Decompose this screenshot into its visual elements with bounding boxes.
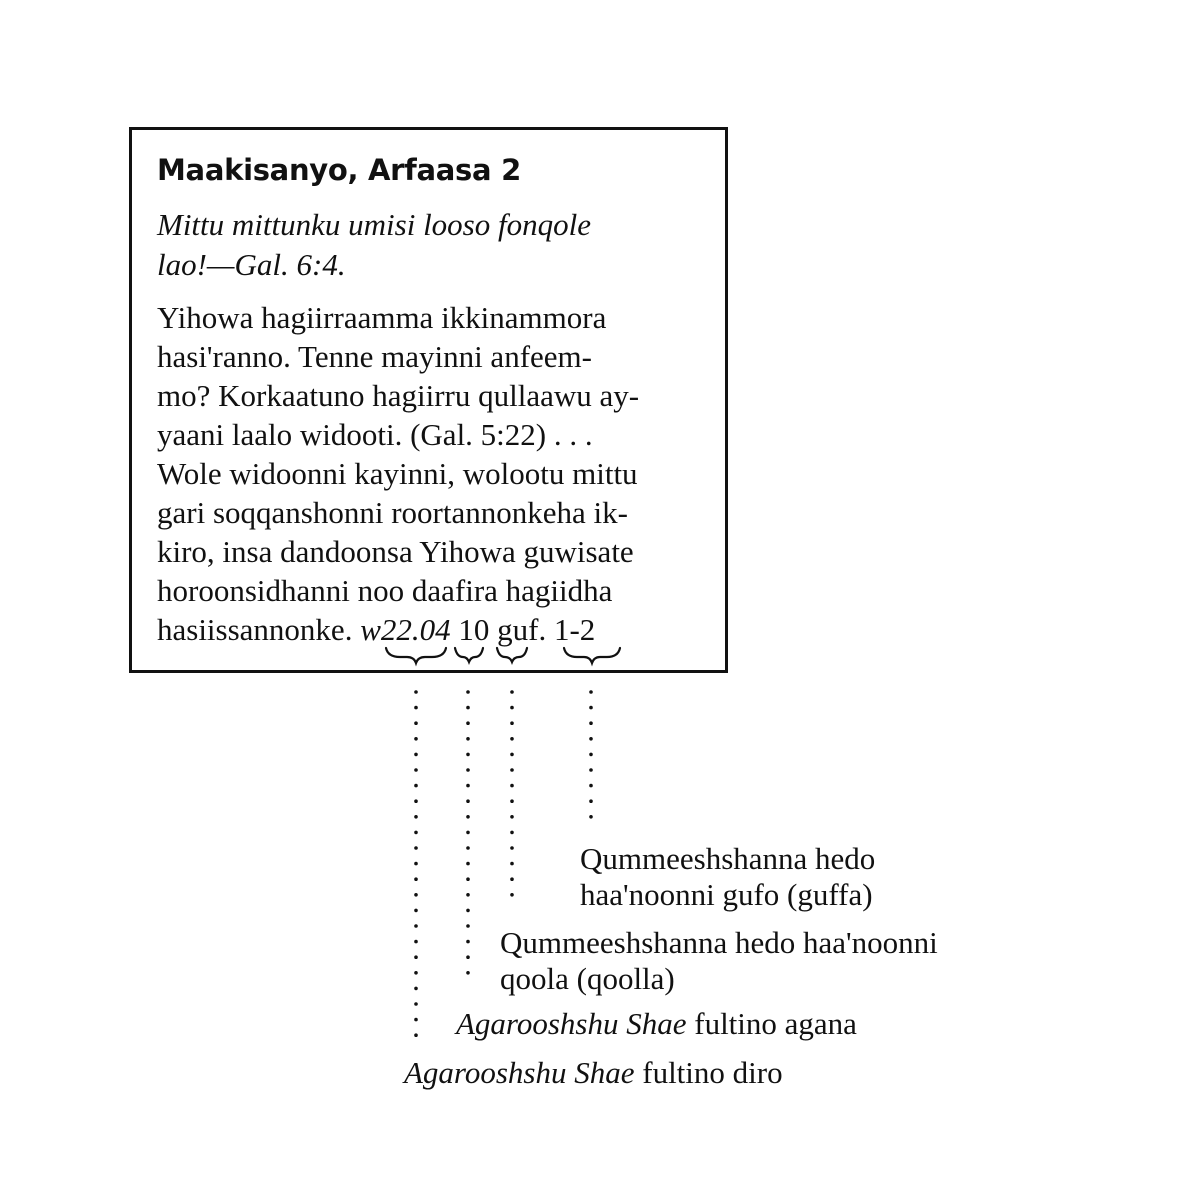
magazine-name: Agarooshshu Shae (404, 1055, 635, 1090)
magazine-name: Agarooshshu Shae (456, 1006, 687, 1041)
reference-publication: w22.04 (360, 612, 451, 647)
callout-issue-label: Agarooshshu Shae fultino agana (456, 1006, 857, 1041)
theme-scripture-line: Mittu mittunku umisi looso fonqole (157, 207, 591, 242)
comment-line: hasi'ranno. Tenne mayinni anfeem- (157, 339, 592, 374)
daily-text-heading: Maakisanyo, Arfaasa 2 (157, 153, 521, 187)
comment-line: gari soqqanshonni roortannonkeha ik- (157, 495, 628, 530)
theme-scripture-line: lao!—Gal. 6:4. (157, 247, 346, 282)
comment-line: horoonsidhanni noo daafira hagiidha (157, 573, 613, 608)
reference-paragraph-range: 1-2 (553, 612, 596, 647)
comment-line: Wole widoonni kayinni, wolootu mittu (157, 456, 638, 491)
reference-article: 10 (458, 612, 490, 647)
brace-issue (455, 648, 483, 662)
brace-page (497, 648, 527, 662)
comment-line: mo? Korkaatuno hagiirru qullaawu ay- (157, 378, 640, 413)
comment-line: Yihowa hagiirraamma ikkinammora (157, 300, 607, 335)
callout-paragraphs-label: Qummeeshshanna hedo haa'noonni gufo (guffa) (580, 841, 876, 912)
brace-paragraphs (564, 648, 620, 663)
callout-year-label: Agarooshshu Shae fultino diro (404, 1055, 783, 1090)
comment-line: kiro, insa dandoonsa Yihowa guwisate (157, 534, 634, 569)
comment-line-end: hasiissannonke. (157, 612, 353, 647)
comment-line: yaani laalo widooti. (Gal. 5:22) . . . (157, 417, 593, 452)
reference-paragraph-abbr: guf. (497, 612, 547, 647)
brace-year (386, 648, 446, 663)
callout-page-label: Qummeeshshanna hedo haa'noonni qoola (qoolla) (500, 925, 938, 996)
